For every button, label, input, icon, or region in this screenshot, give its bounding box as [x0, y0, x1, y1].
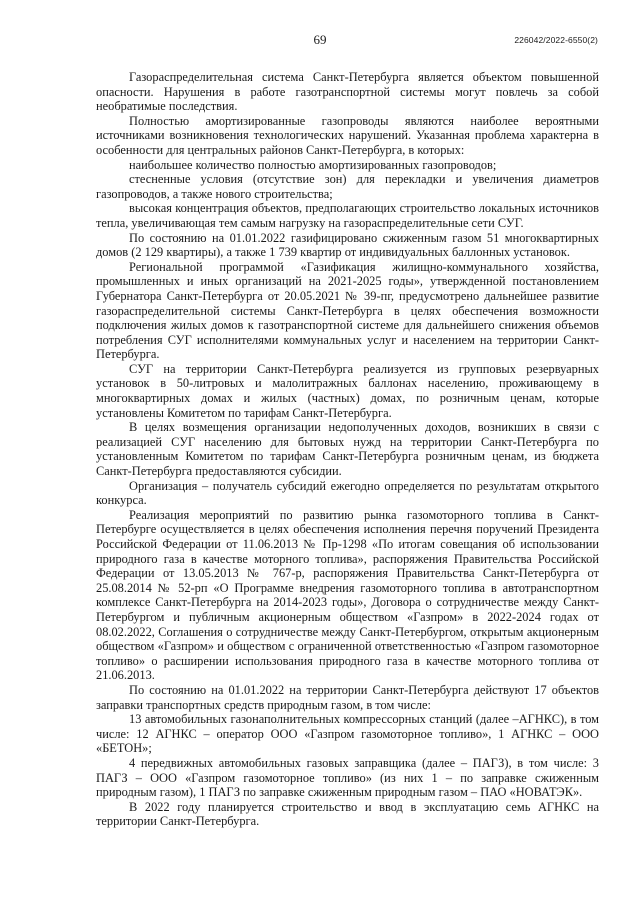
- page-number: 69: [313, 32, 327, 47]
- paragraph-8: Реализация мероприятий по развитию рынка газомоторного топлива в Санкт-Петербурге осуществляется в целях обеспечения исполнения перечня поручений Президента Российской Федерации от 11.06.2013 № Пр-1298 «По итогам совещания об использовании природного газа в качестве моторного топлива», распоряжения Правительства Российской Федерации от 13.05.2013 № 767-р, распоряжения Правительства Санкт-Петербурга от 25.08.2014 № 52-рп «О Программе внедрения газомоторного топлива в автотранспортном комплексе Санкт-Петербурга на 2014-2023 годы», Договора о сотрудничестве между Санкт-Петербургом и публичным акционерным обществом «Газпром» в 2022-2024 годах от 08.02.2022, Соглашения о сотрудничестве между Санкт-Петербургом, открытым акционерным обществом «Газпром» и обществом с ограниченной ответственностью «Газпром газомоторное топливо» о расширении использования природного газа в качестве моторного топлива от 21.06.2013.: [96, 507, 599, 683]
- paragraph-9: По состоянию на 01.01.2022 на территории Санкт-Петербурга действуют 17 объектов заправки транспортных средств природным газом, в том числе:: [96, 682, 599, 712]
- list-item-1: наибольшее количество полностью амортизированных газопроводов;: [129, 157, 497, 172]
- document-id: 226042/2022-6550(2): [514, 35, 598, 45]
- paragraph-4: Региональной программой «Газификация жилищно-коммунального хозяйства, промышленных и иных организаций на 2021-2025 годы», утвержденной постановлением Губернатора Санкт-Петербурга от 20.05.2021 № 39-пг, предусмотрено дальнейшее развитие газораспределительной системы Санкт-Петербурга в целях обеспечения возможности подключения жилых домов к газотранспортной системе для дальнейшего снижения объемов потребления СУГ исполнителями коммунальных услуг и населением на территории Санкт-Петербурга.: [96, 259, 599, 362]
- document-body: [96, 70, 599, 829]
- list-item-3: высокая концентрация объектов, предполагающих строительство локальных источников тепла, увеличивающая тем самым нагрузку на газораспределительные сети СУГ.: [96, 201, 599, 230]
- paragraph-1: Газораспределительная система Санкт-Петербурга является объектом повышенной опасности. Нарушения в работе газотранспортной системы могут повлечь за собой необратимые последствия.: [96, 70, 599, 114]
- paragraph-10: В 2022 году планируется строительство и ввод в эксплуатацию семь АГНКС на территории Санкт-Петербурга.: [96, 799, 599, 829]
- list-item-2: стесненные условия (отсутствие зон) для перекладки и увеличения диаметров газопроводов, а также нового строительства;: [96, 172, 599, 201]
- paragraph-5: СУГ на территории Санкт-Петербурга реализуется из групповых резервуарных установок в 50-литровых и малолитражных баллонах населению, проживающему в многоквартирных домах и жилых (частных) домах, по розничным ценам, которые установлены Комитетом по тарифам Санкт-Петербурга.: [96, 361, 599, 420]
- list-item-4: 13 автомобильных газонаполнительных компрессорных станций (далее –АГНКС), в том числе: 12 АГНКС – оператор ООО «Газпром газомоторное топливо», 1 АГНКС – ООО «БЕТОН»;: [96, 712, 599, 756]
- paragraph-3: По состоянию на 01.01.2022 газифицировано сжиженным газом 51 многоквартирных домов (2 129 квартиры), а также 1 739 квартир от индивидуальных баллонных установок.: [96, 230, 599, 260]
- paragraph-7: Организация – получатель субсидий ежегодно определяется по результатам открытого конкурса.: [96, 478, 599, 508]
- paragraph-6: В целях возмещения организации недополученных доходов, возникших в связи с реализацией СУГ населению для бытовых нужд на территории Санкт-Петербурга по установленным Комитетом по тарифам Санкт-Петербурга розничным ценам, из бюджета Санкт-Петербурга предоставляются субсидии.: [96, 420, 599, 479]
- list-item-5: 4 передвижных автомобильных газовых заправщика (далее – ПАГЗ), в том числе: 3 ПАГЗ – ООО «Газпром газомоторное топливо» (из них 1 – по заправке сжиженным природным газом), 1 ПАГЗ по заправке сжиженным природным газом – ПАО «НОВАТЭК».: [96, 755, 599, 800]
- paragraph-2: Полностью амортизированные газопроводы являются наиболее вероятными источниками возникновения технологических нарушений. Указанная проблема характерна в особенности для центральных районов Санкт-Петербурга, в которых:: [96, 113, 599, 157]
